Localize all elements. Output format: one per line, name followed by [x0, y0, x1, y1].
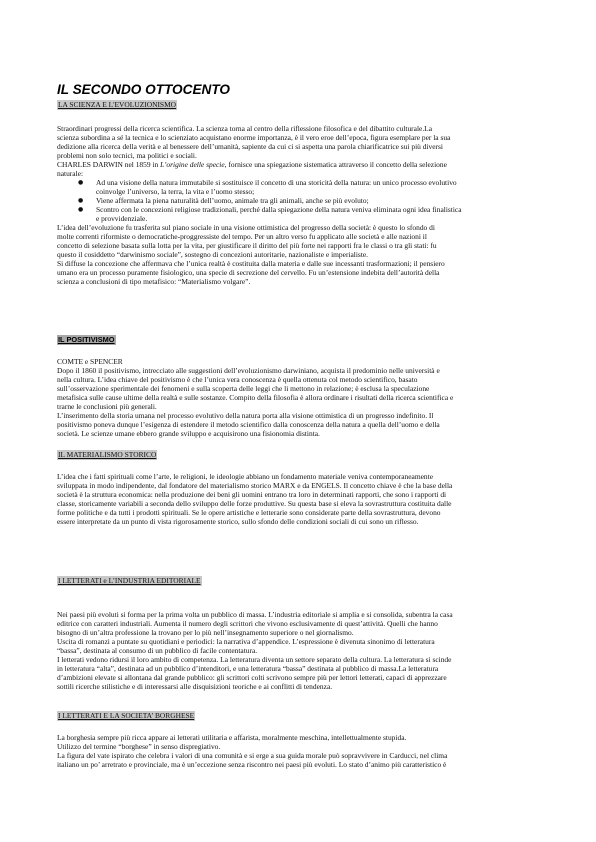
paragraph-line: dedizione alla ricerca della verità e al benessere dell’umanità, sapiente da cui ci si aspetta una parola chiarificatrice sui più diversi — [57, 142, 443, 151]
darwin-line — [57, 160, 447, 169]
paragraph-line: Si diffuse la concezione che affermava che l’unica realtà è costituita dalla materia e dalle sue incessanti trasformazioni; il pensiero — [57, 259, 445, 268]
paragraph-line: Utilizzo del termine “borghese” in senso dispregiativo. — [57, 742, 221, 751]
subheading: COMTE e SPENCER — [57, 357, 123, 366]
paragraph-line: italiano un po’ arretrato e provinciale, ma è un’eccezione senza riscontro nei paesi più evoluti. Lo stato d’animo più caratteristico è — [57, 760, 447, 769]
bullet-icon: ● — [78, 206, 84, 213]
paragraph-line: umano era un processo puramente fisiologico, una specie di secrezione del cervello. Fu un’estensione indebita dell’autorità della — [57, 268, 440, 277]
section-heading-positivismo: IL POSITIVISMO — [58, 335, 115, 344]
paragraph-line: concetto di selezione basata sulla lotta per la vita, per giustificare il diritto del più forte nei rapporti fra le classi o tra gli stati: fu — [57, 241, 437, 250]
section-heading-letterati-societa: I LETTERATI E LA SOCIETA’ BORGHESE — [58, 711, 195, 720]
bullet-item: coinvolge l’universo, la terra, la vita e l’uomo stesso; — [96, 187, 255, 196]
paragraph-line: d’ambizioni elevate si allontana dal grande pubblico: gli scrittori colti scrivono sempre più per lettori letterati, capaci di apprezzare — [57, 673, 447, 682]
bullet-icon: ● — [78, 179, 84, 186]
paragraph-line: in letteratura “alta”, destinata ad un pubblico d’intenditori, e una letteratura “bassa” destinata al pubblico di massa.La letteratura — [57, 664, 439, 673]
paragraph-line: La figura del vate ispirato che celebra i valori di una comunità e si erge a sua guida morale può sopravvivere in Carducci, nel clima — [57, 751, 448, 760]
paragraph-line: naturale: — [57, 169, 84, 178]
paragraph-line: editrice con caratteri industriali. Aumenta il numero degli scrittori che vivono esclusivamente di quest’attività. Quelli che hanno — [57, 619, 438, 628]
page-title: IL SECONDO OTTOCENTO — [57, 82, 230, 97]
section-heading-materialismo: IL MATERIALISMO STORICO — [58, 450, 157, 459]
bullet-item: Ad una visione della natura immutabile si sostituisce il concetto di una storicità della natura: un unico processo evolutivo — [96, 178, 457, 187]
paragraph-line: scienza a conclusioni di tipo metafisico: “Materialismo volgare”. — [57, 277, 251, 286]
paragraph-line: forme politiche e da tutti i prodotti spirituali. Se le opere artistiche e letterarie sono considerate parte della sovrastruttura, devono — [57, 508, 441, 517]
book-title: L’origine delle specie — [160, 160, 225, 169]
section-heading-letterati-industria: I LETTERATI e L’INDUSTRIA EDITORIALE — [58, 576, 201, 585]
paragraph-line: L’idea che i fatti spirituali come l’arte, le religioni, le ideologie abbiano un fondamento materiale veniva contemporaneamente — [57, 472, 433, 481]
paragraph-line: classe, storicamente variabili a seconda dello sviluppo delle forze produttive. Su questa base si eleva la sovrastruttura costituita dalle — [57, 499, 452, 508]
paragraph-line: nella cultura. L’idea chiave del positivismo è che l’unica vera conoscenza è quella ottenuta col metodo scientifico, basato — [57, 375, 418, 384]
paragraph-line: positivismo poneva dunque l’esigenza di estendere il metodo scientifico dalla conoscenza della natura a quella dell’uomo e della — [57, 420, 440, 429]
paragraph-line: società è la struttura economica: nella produzione dei beni gli uomini entrano tra loro in determinati rapporti, che sono i rapporti di — [57, 490, 447, 499]
darwin-text: , fornisce una spiegazione sistematica attraverso il concetto della selezione — [224, 160, 447, 169]
paragraph-line: I letterati vedono ridursi il loro ambito di competenza. La letteratura diventa un settore separato della cultura. La letteratura si scinde — [57, 655, 452, 664]
paragraph-line: sviluppata in modo indipendente, dal fondatore del materialismo storico MARX e da ENGELS. Il concetto chiave è che la base della — [57, 481, 453, 490]
paragraph-line: scienza subordina a sé la tecnica e lo scienziato acquistano enorme importanza, è il vero eroe dell’epoca, figura esemplare per la sua — [57, 133, 451, 142]
darwin-text: CHARLES DARWIN nel 1859 in — [57, 160, 161, 169]
paragraph-line: L’inserimento della storia umana nel processo evolutivo della natura porta alla visione ottimistica di un progresso indefinito. Il — [57, 411, 434, 420]
paragraph-line: essere interpretate da un punto di vista rigorosamente storico, sullo sfondo delle condizioni sociali di cui sono un riflesso. — [57, 517, 419, 526]
paragraph-line: Nei paesi più evoluti si forma per la prima volta un pubblico di massa. L’industria editoriale si amplia e si consolida, subentra la casa — [57, 610, 453, 619]
paragraph-line: molte correnti riformiste o democratiche-proggressiste del tempo. Per un altro verso fu applicato alle società e alle nazioni il — [57, 232, 427, 241]
paragraph-line: Dopo il 1860 il positivismo, intrecciato alle suggestioni dell’evoluzionismo darwiniano, acquista il predominio nelle università e — [57, 366, 440, 375]
bullet-icon: ● — [78, 197, 84, 204]
paragraph-line: metafisica sulle cause ultime della realtà e sulle sostanze. Compito della filosofia è allora ordinare i risultati della ricerca scientifica e — [57, 393, 454, 402]
paragraph-line: problemi non solo tecnici, ma politici e sociali. — [57, 151, 197, 160]
paragraph-line: società. Le scienze umane ebbero grande sviluppo e acquisirono una fisionomia distinta. — [57, 429, 320, 438]
paragraph-line: “bassa”, destinata al consumo di un pubblico di facile contentatura. — [57, 646, 258, 655]
paragraph-line: La borghesia sempre più ricca appare ai letterati utilitaria e affarista, moralmente meschina, intellettualmente stupida. — [57, 733, 407, 742]
paragraph-line: trarne le conclusioni più generali. — [57, 402, 157, 411]
paragraph-line: Straordinari progressi della ricerca scientifica. La scienza torna al centro della riflessione filosofica e del dibattito culturale.La — [57, 124, 433, 133]
bullet-item: e provvidenziale. — [96, 214, 148, 223]
section-heading-scienza: LA SCIENZA E L'EVOLUZIONISMO — [58, 100, 177, 109]
bullet-item: Scontro con le concezioni religiose tradizionali, perché dalla spiegazione della natura veniva eliminata ogni idea finalistica — [96, 205, 462, 214]
bullet-item: Viene affermata la piena naturalità dell’uomo, animale tra gli animali, anche se più evoluto; — [96, 196, 369, 205]
paragraph-line: sull’osservazione sperimentale dei fenomeni e sulla scoperta delle leggi che li mettono in relazione; è esclusa la speculazione — [57, 384, 430, 393]
paragraph-line: bisogno di un’altra professione la trovano per lo più nell’insegnamento superiore o nel giornalismo. — [57, 628, 354, 637]
paragraph-line: Uscita di romanzi a puntate su quotidiani e periodici: la narrativa d’appendice. L’espressione è divenuta sinonimo di letteratura — [57, 637, 435, 646]
paragraph-line: sottili ricerche stilistiche e di interessarsi alle disquisizioni teoriche e ai conflitti di tendenza. — [57, 682, 333, 691]
paragraph-line: questo il cosiddetto “darwinismo sociale”, sostegno di concezioni autoritarie, nazionaliste e imperialiste. — [57, 250, 369, 259]
paragraph-line: L’idea dell’evoluzione fu trasferita sul piano sociale in una visione ottimistica del progresso della società: è questo lo sfondo di — [57, 223, 435, 232]
